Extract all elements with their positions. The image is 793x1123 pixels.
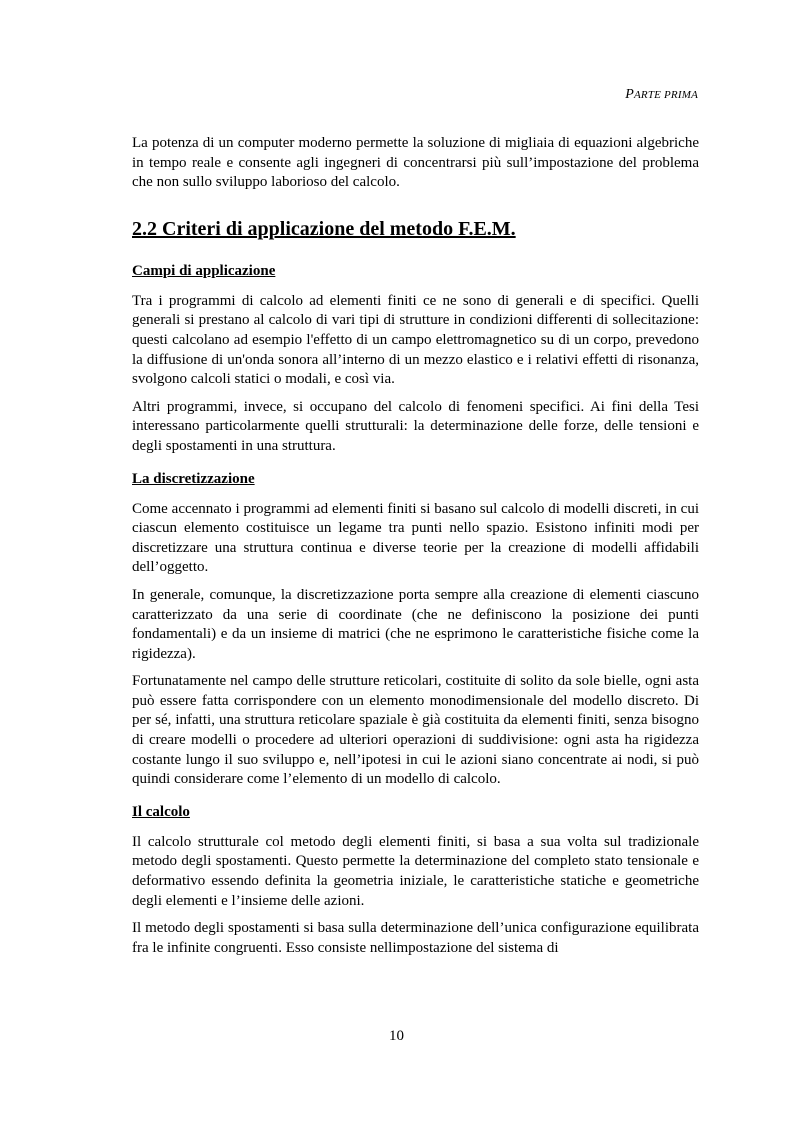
section-title: 2.2 Criteri di applicazione del metodo F.E.M. (132, 217, 516, 240)
paragraph: Il calcolo strutturale col metodo degli elementi finiti, si basa a sua volta sul tradizionale metodo degli spostamenti. Questo permette la determinazione del completo stato tensionale e deformativo essendo definita la geometria iniziale, le caratteristiche statiche e geometriche degli elementi e l’insieme delle azioni. (132, 833, 699, 909)
paragraph: Fortunatamente nel campo delle strutture reticolari, costituite di solito da sole bielle, ogni asta può essere fatta corrispondere con un elemento monodimensionale del modello discreto. Di per sé, infatti, una struttura reticolare spaziale è già costituita da elementi finiti, senza bisogno di creare modelli o procedere ad ulteriori operazioni di suddivisione: ogni asta ha rigidezza costante lungo il suo sviluppo e, nell’ipotesi in cui le azioni siano concentrate ai nodi, si può quindi considerare come l’elemento di un modello di calcolo. (132, 673, 699, 788)
subsection-title-campi-di-applicazione: Campi di applicazione (132, 262, 276, 279)
paragraph: Altri programmi, invece, si occupano del calcolo di fenomeni specifici. Ai fini della Tesi interessano particolarmente quelli strutturali: la determinazione delle forze, delle tensioni e degli spostamenti in una struttura. (132, 398, 699, 454)
paragraph: Tra i programmi di calcolo ad elementi finiti ce ne sono di generali e di specifici. Quelli generali si prestano al calcolo di vari tipi di strutture in condizioni differenti di sollecitazione: questi calcolano ad esempio l'effetto di un campo elettromagnetico su di un corpo, prevedono la diffusione di un'onda sonora all’interno di un mezzo elastico e i relativi effetti di risonanza, svolgono calcoli statici o modali, e così via. (132, 292, 699, 388)
paragraph: In generale, comunque, la discretizzazione porta sempre alla creazione di elementi ciascuno caratterizzato da una serie di coordinate (che ne definiscono la posizione dei punti fondamentali) e da un insieme di matrici (che ne esprimono le caratteristiche fisiche come la rigidezza). (132, 586, 699, 662)
subsection-title-il-calcolo: Il calcolo (132, 803, 190, 820)
page-content (132, 134, 699, 966)
running-header: PARTE PRIMA (625, 87, 698, 102)
subsection-title-la-discretizzazione: La discretizzazione (132, 470, 255, 487)
paragraph: Il metodo degli spostamenti si basa sulla determinazione dell’unica configurazione equilibrata fra le infinite congruenti. Esso consiste nellimpostazione del sistema di (132, 920, 699, 956)
page-number: 10 (389, 1028, 404, 1044)
intro-paragraph: La potenza di un computer moderno permette la soluzione di migliaia di equazioni algebriche in tempo reale e consente agli ingegneri di concentrarsi più sull’impostazione del problema che non sullo sviluppo laborioso del calcolo. (132, 135, 699, 191)
paragraph: Come accennato i programmi ad elementi finiti si basano sul calcolo di modelli discreti, in cui ciascun elemento costituisce un legame tra punti nello spazio. Esistono infiniti modi per discretizzare una struttura continua e diverse teorie per la creazione di modelli affidabili dell’oggetto. (132, 500, 699, 576)
